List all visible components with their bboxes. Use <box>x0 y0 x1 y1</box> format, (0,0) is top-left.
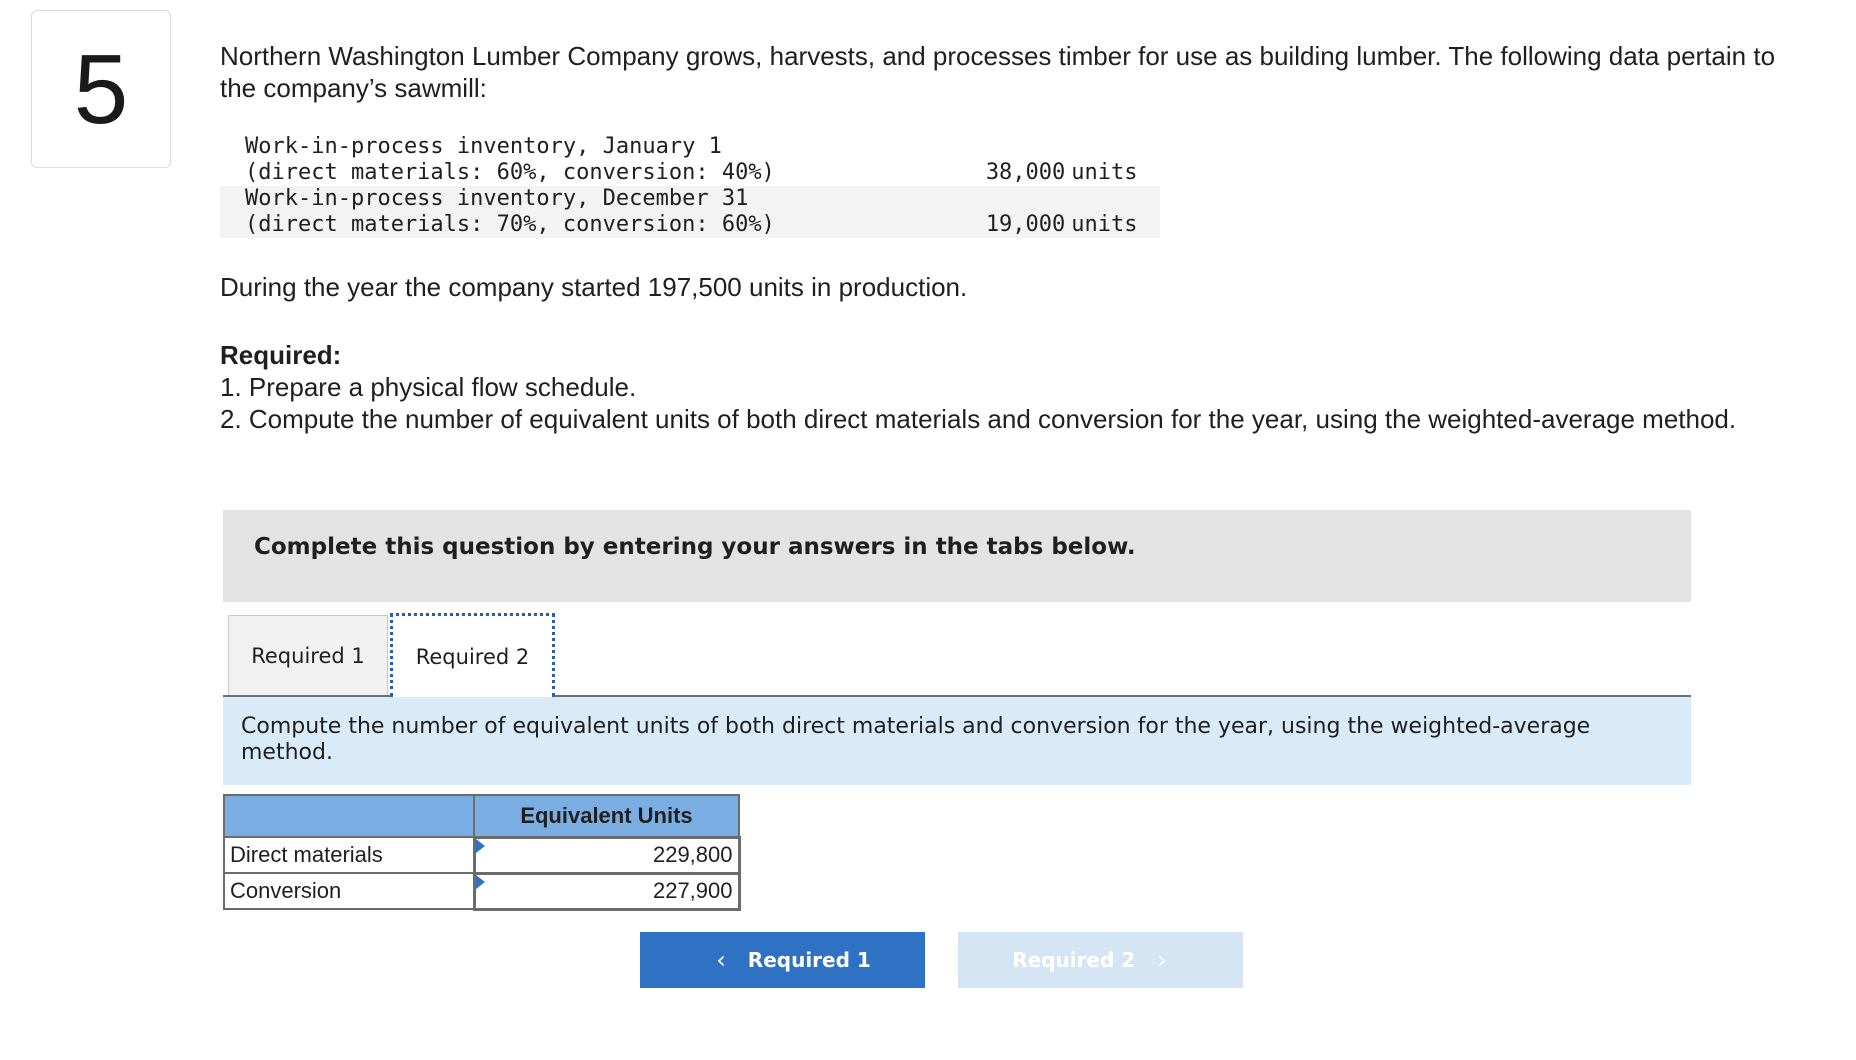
question-intro: Northern Washington Lumber Company grows, harvests, and processes timber for use as building lumber. The following data pertain to the company’s sawmill: <box>220 41 1776 103</box>
direct-materials-input[interactable] <box>474 837 739 873</box>
instructions-panel <box>223 510 1691 602</box>
panel-text: Complete this question by entering your answers in the tabs below. <box>254 534 1136 560</box>
row-label-direct-materials: Direct materials <box>224 837 474 873</box>
table-row <box>220 134 1160 160</box>
required-item-2: 2. Compute the number of equivalent units of both direct materials and conversion for the year, using the weighted-average method. <box>220 404 1737 434</box>
input-value: 227,900 <box>652 878 733 903</box>
question-content <box>220 40 1780 435</box>
input-marker-icon <box>476 875 485 889</box>
inventory-label: Work-in-process inventory, January 1 <box>245 134 722 159</box>
input-value: 229,800 <box>652 842 733 867</box>
next-button-label: Required 2 <box>1012 948 1136 972</box>
empty-header-cell <box>224 795 474 837</box>
tab-bar <box>223 613 1691 697</box>
next-required-button[interactable] <box>958 932 1243 988</box>
required-heading: Required: <box>220 340 342 370</box>
table-row <box>220 212 1160 238</box>
production-statement: During the year the company started 197,500 units in production. <box>220 272 968 302</box>
table-row <box>220 160 1160 186</box>
tab-instruction: Compute the number of equivalent units of both direct materials and conversion for the year, using the weighted-average method. <box>223 697 1691 785</box>
equivalent-units-header: Equivalent Units <box>474 795 739 837</box>
equivalent-units-table <box>223 794 741 911</box>
input-marker-icon <box>476 839 485 853</box>
inventory-label: Work-in-process inventory, December 31 <box>245 186 749 211</box>
table-header-row <box>224 795 739 837</box>
tab-required-2[interactable] <box>390 613 555 697</box>
prev-required-button[interactable] <box>640 932 925 988</box>
conversion-input[interactable] <box>474 873 739 909</box>
table-row <box>224 873 739 909</box>
inventory-value: 38,000 <box>985 160 1066 185</box>
required-item-1: 1. Prepare a physical flow schedule. <box>220 372 637 402</box>
tab-label: Required 2 <box>415 644 530 669</box>
prev-button-label: Required 1 <box>747 948 871 972</box>
inventory-label: (direct materials: 60%, conversion: 40%) <box>245 160 775 185</box>
table-row <box>220 186 1160 212</box>
question-number: 5 <box>31 10 171 168</box>
tab-label: Required 1 <box>251 643 365 668</box>
inventory-label: (direct materials: 70%, conversion: 60%) <box>245 212 775 237</box>
inventory-value: 19,000 <box>985 212 1066 237</box>
required-section <box>220 339 1780 435</box>
inventory-unit: units <box>1071 212 1138 237</box>
tab-required-1[interactable] <box>228 615 388 695</box>
chevron-right-icon: › <box>1157 946 1167 974</box>
inventory-unit: units <box>1071 160 1138 185</box>
chevron-left-icon: ‹ <box>716 946 726 974</box>
table-row <box>224 837 739 873</box>
inventory-data-table <box>220 134 1160 238</box>
row-label-conversion: Conversion <box>224 873 474 909</box>
